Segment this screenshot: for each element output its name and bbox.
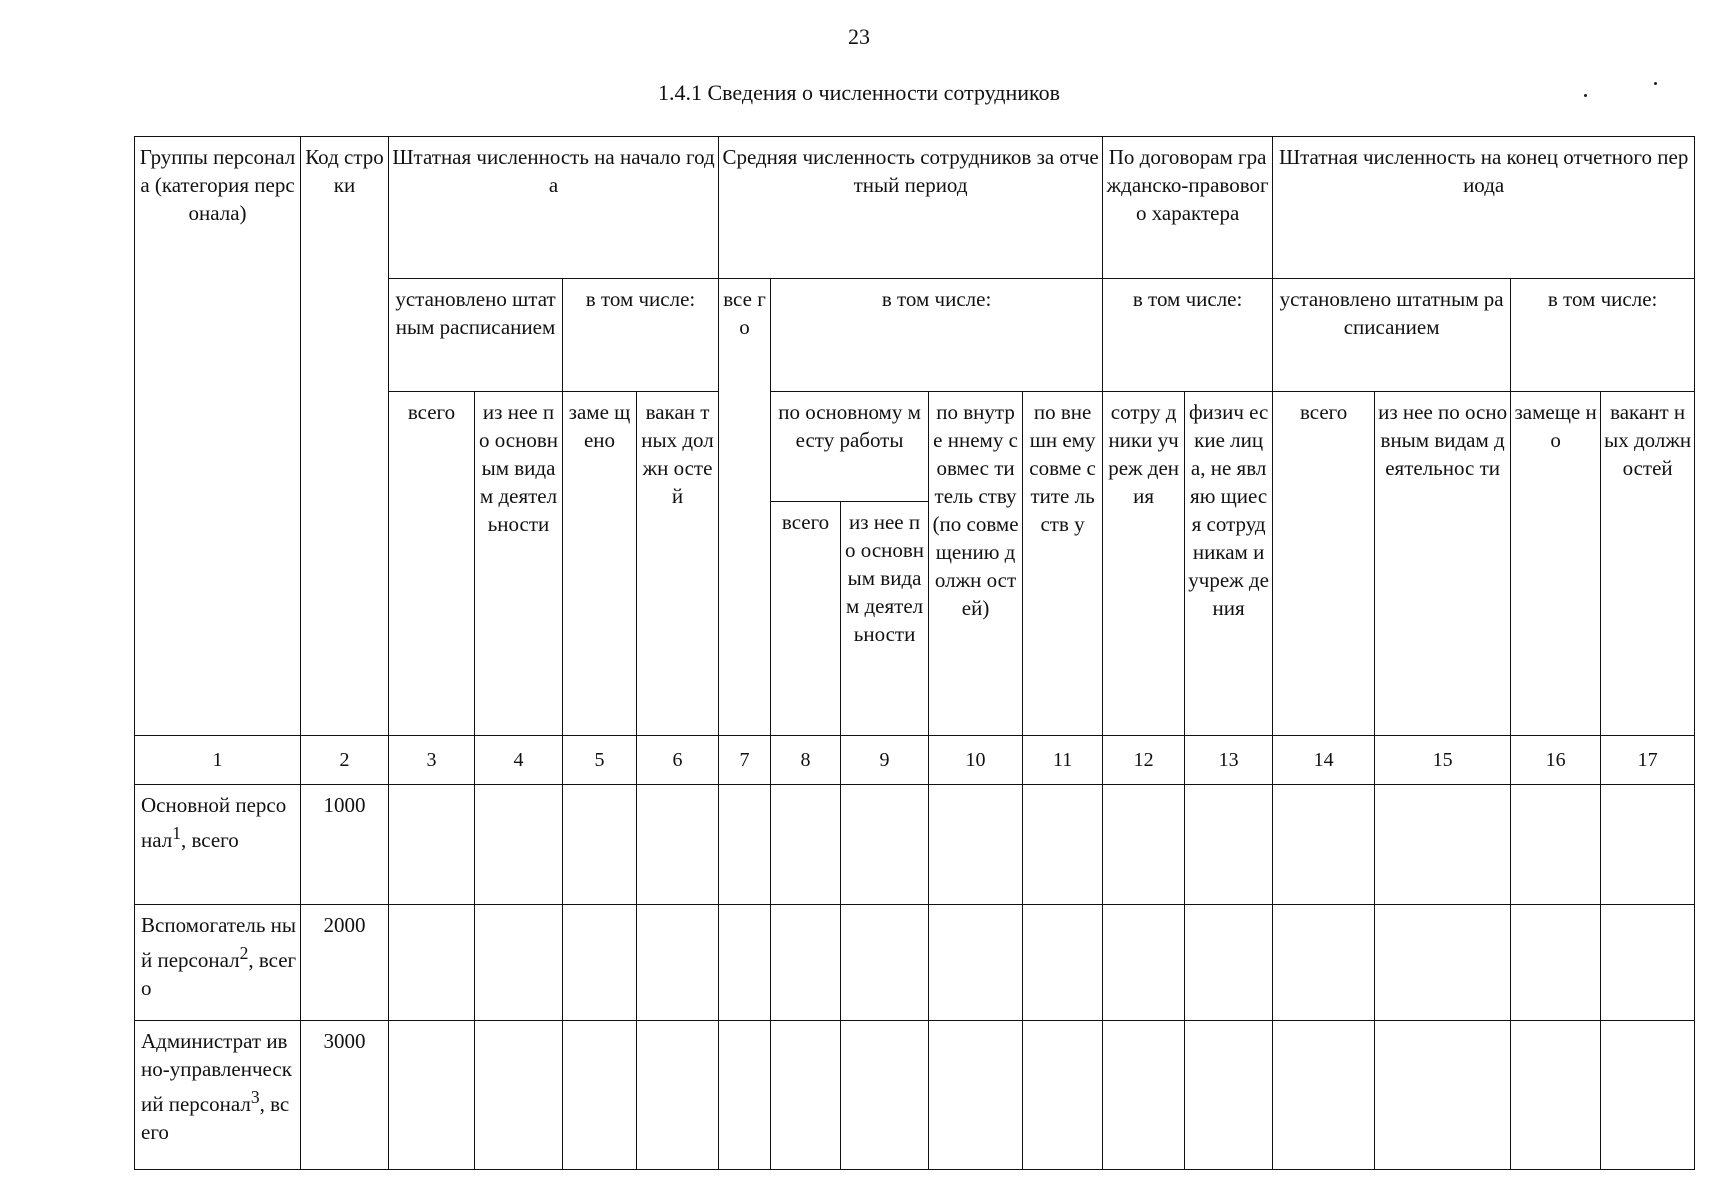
- data-cell[interactable]: [389, 1020, 475, 1169]
- table-row-support-staff: [135, 904, 1695, 1020]
- data-cell[interactable]: [1273, 784, 1375, 904]
- data-cell[interactable]: [1185, 784, 1273, 904]
- data-cell[interactable]: [1375, 1020, 1511, 1169]
- data-cell[interactable]: [563, 904, 637, 1020]
- row-code: 3000: [301, 1020, 389, 1169]
- data-cell[interactable]: [637, 904, 719, 1020]
- data-cell[interactable]: [637, 1020, 719, 1169]
- row-label: Администрат ивно-управленческ ий персонал$^3$, всего: [135, 1020, 301, 1169]
- data-cell[interactable]: [1023, 784, 1103, 904]
- data-cell[interactable]: [719, 784, 771, 904]
- header-incl-avg: в том числе:: [771, 278, 1103, 391]
- column-number: 12: [1103, 735, 1185, 784]
- row-code: 1000: [301, 784, 389, 904]
- data-cell[interactable]: [1375, 784, 1511, 904]
- data-cell[interactable]: [841, 1020, 929, 1169]
- staff-count-table: [134, 136, 1695, 1170]
- header-c15: из нее по основным видам деятельнос ти: [1375, 391, 1511, 735]
- header-gph: По договорам гражданско-правового характера: [1103, 137, 1273, 279]
- data-cell[interactable]: [1601, 784, 1695, 904]
- data-cell[interactable]: [1023, 904, 1103, 1020]
- data-cell[interactable]: [475, 784, 563, 904]
- column-number: 13: [1185, 735, 1273, 784]
- column-number-row: [135, 735, 1695, 784]
- data-cell[interactable]: [563, 784, 637, 904]
- header-c17: вакант ных должн остей: [1601, 391, 1695, 735]
- data-cell[interactable]: [719, 1020, 771, 1169]
- data-cell[interactable]: [1185, 1020, 1273, 1169]
- column-number: 14: [1273, 735, 1375, 784]
- data-cell[interactable]: [1375, 904, 1511, 1020]
- header-c16: замеще но: [1511, 391, 1601, 735]
- scan-speck: [1654, 82, 1657, 85]
- header-start-year: Штатная численность на начало года: [389, 137, 719, 279]
- header-c12: сотру дники учреж дения: [1103, 391, 1185, 735]
- header-incl-start: в том числе:: [563, 278, 719, 391]
- header-groups: Группы персонала (категория персонала): [135, 137, 301, 736]
- data-cell[interactable]: [1103, 784, 1185, 904]
- header-established-start: установлено штатным расписанием: [389, 278, 563, 391]
- header-incl-end: в том числе:: [1511, 278, 1695, 391]
- header-c11: по внешн ему совме стите льств у: [1023, 391, 1103, 735]
- column-number: 2: [301, 735, 389, 784]
- column-number: 6: [637, 735, 719, 784]
- data-cell[interactable]: [1103, 904, 1185, 1020]
- header-main-place: по основному месту работы: [771, 391, 929, 502]
- column-number: 5: [563, 735, 637, 784]
- data-cell[interactable]: [1511, 1020, 1601, 1169]
- data-cell[interactable]: [637, 784, 719, 904]
- table-row-admin-staff: [135, 1020, 1695, 1169]
- header-end-period: Штатная численность на конец отчетного периода: [1273, 137, 1695, 279]
- column-number: 15: [1375, 735, 1511, 784]
- data-cell[interactable]: [929, 784, 1023, 904]
- column-number: 8: [771, 735, 841, 784]
- row-label: Вспомогатель ный персонал$^2$, всего: [135, 904, 301, 1020]
- header-established-end: установлено штатным расписанием: [1273, 278, 1511, 391]
- data-cell[interactable]: [1511, 904, 1601, 1020]
- header-c5: заме щено: [563, 391, 637, 735]
- data-cell[interactable]: [1103, 1020, 1185, 1169]
- section-title: 1.4.1 Сведения о численности сотрудников: [657, 80, 1060, 105]
- column-number: 16: [1511, 735, 1601, 784]
- data-cell[interactable]: [929, 1020, 1023, 1169]
- data-cell[interactable]: [841, 904, 929, 1020]
- data-cell[interactable]: [475, 904, 563, 1020]
- data-cell[interactable]: [1273, 904, 1375, 1020]
- data-cell[interactable]: [1601, 1020, 1695, 1169]
- scan-speck: [1584, 94, 1587, 97]
- column-number: 1: [135, 735, 301, 784]
- header-c3: всего: [389, 391, 475, 735]
- data-cell[interactable]: [719, 904, 771, 1020]
- data-cell[interactable]: [1601, 904, 1695, 1020]
- column-number: 7: [719, 735, 771, 784]
- column-number: 3: [389, 735, 475, 784]
- header-avg-period: Средняя численность сотрудников за отчетный период: [719, 137, 1103, 279]
- header-avg-total: все го: [719, 278, 771, 735]
- table-row-main-staff: [135, 784, 1695, 904]
- data-cell[interactable]: [1023, 1020, 1103, 1169]
- header-c13: физич еские лица, не являю щиеся сотруд никам и учреж дения: [1185, 391, 1273, 735]
- row-label: Основной персонал$^1$, всего: [135, 784, 301, 904]
- row-code: 2000: [301, 904, 389, 1020]
- column-number: 10: [929, 735, 1023, 784]
- header-c6: вакан тных должн остей: [637, 391, 719, 735]
- header-c9: из нее по основн ым видам деятел ьности: [841, 502, 929, 736]
- header-c10: по внутре ннему совмес титель ству (по совме щению должн остей): [929, 391, 1023, 735]
- data-cell[interactable]: [1273, 1020, 1375, 1169]
- column-number: 9: [841, 735, 929, 784]
- data-cell[interactable]: [771, 1020, 841, 1169]
- data-cell[interactable]: [771, 904, 841, 1020]
- column-number: 4: [475, 735, 563, 784]
- data-cell[interactable]: [841, 784, 929, 904]
- header-code: Код строки: [301, 137, 389, 736]
- data-cell[interactable]: [1511, 784, 1601, 904]
- data-cell[interactable]: [771, 784, 841, 904]
- column-number: 11: [1023, 735, 1103, 784]
- data-cell[interactable]: [475, 1020, 563, 1169]
- data-cell[interactable]: [389, 784, 475, 904]
- header-c14: всего: [1273, 391, 1375, 735]
- header-c4: из нее по основн ым видам деятел ьности: [475, 391, 563, 735]
- data-cell[interactable]: [563, 1020, 637, 1169]
- page-number: 23: [848, 24, 870, 49]
- header-incl-gph: в том числе:: [1103, 278, 1273, 391]
- data-cell[interactable]: [389, 904, 475, 1020]
- header-c8: всего: [771, 502, 841, 736]
- data-cell[interactable]: [929, 904, 1023, 1020]
- column-number: 17: [1601, 735, 1695, 784]
- data-cell[interactable]: [1185, 904, 1273, 1020]
